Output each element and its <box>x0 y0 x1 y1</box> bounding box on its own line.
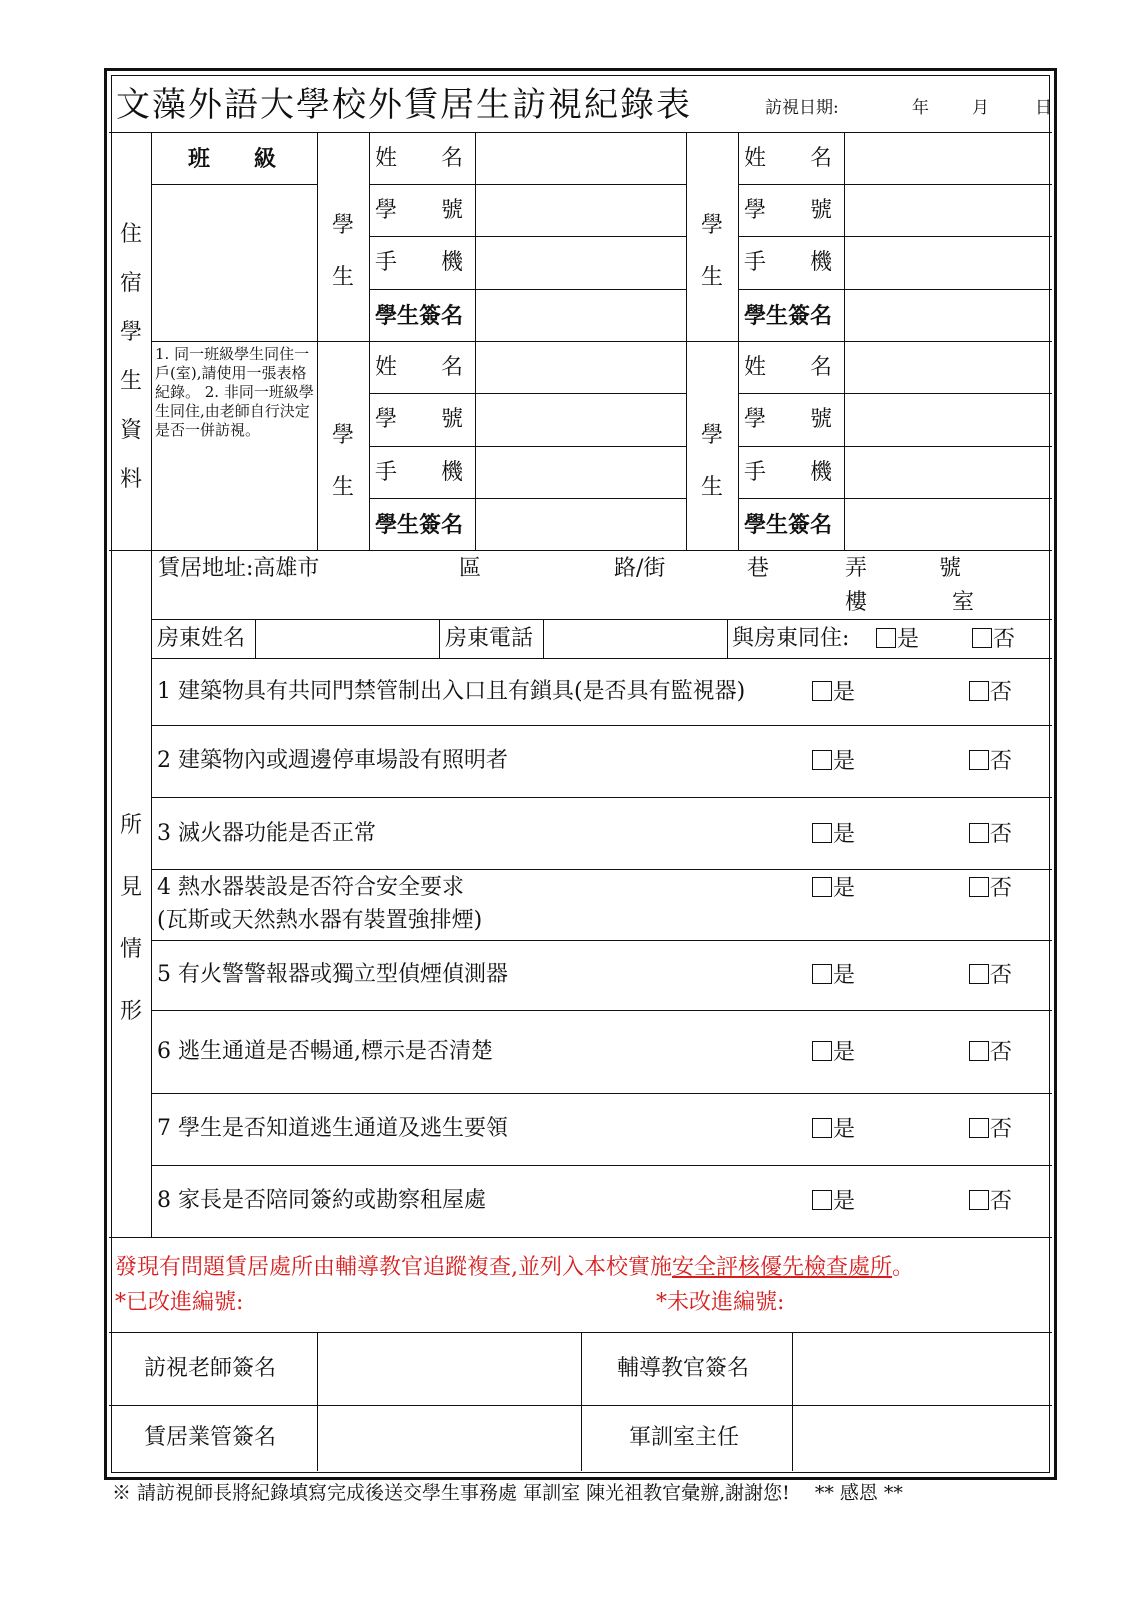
phone-label: 手 機 <box>375 460 464 485</box>
followup-note: 發現有問題賃居處所由輔導教官追蹤複查,並列入本校實施安全評核優先檢查處所。 <box>115 1255 915 1280</box>
checklist-item-6-no[interactable]: 否 <box>969 1041 1012 1064</box>
checkbox-icon[interactable] <box>969 964 989 984</box>
signature-label: 學生簽名 <box>375 512 464 538</box>
address-alley: 弄 <box>845 556 868 581</box>
checklist-item-7: 7 學生是否知道逃生通道及逃生要領 <box>157 1116 508 1141</box>
checklist-item-2: 2 建築物內或週邊停車場設有照明者 <box>157 748 508 773</box>
address-district: 區 <box>459 556 482 581</box>
checklist-item-7-no[interactable]: 否 <box>969 1118 1012 1141</box>
checkbox-icon[interactable] <box>812 1041 832 1061</box>
student-label-4: 學 生 <box>700 423 723 500</box>
name-label: 姓 名 <box>744 355 833 380</box>
checkbox-icon[interactable] <box>969 1118 989 1138</box>
checkbox-icon[interactable] <box>812 877 832 897</box>
checkbox-icon[interactable] <box>972 628 992 648</box>
checklist-item-4: 4 熱水器裝設是否符合安全要求 <box>157 875 464 900</box>
checklist-item-6: 6 逃生通道是否暢通,標示是否清楚 <box>157 1039 493 1064</box>
counseling-officer-signature-label: 輔導教官簽名 <box>617 1356 750 1381</box>
checkbox-icon[interactable] <box>812 1118 832 1138</box>
checklist-item-5-yes[interactable]: 是 <box>812 964 855 987</box>
address-number: 號 <box>939 556 962 581</box>
followup-note-underlined: 安全評核優先檢查處所 <box>672 1255 893 1280</box>
landlord-phone-label: 房東電話 <box>445 626 534 651</box>
phone-label: 手 機 <box>375 250 464 275</box>
checklist-item-4-no[interactable]: 否 <box>969 877 1012 900</box>
live-with-landlord-label: 與房東同住: <box>732 626 850 651</box>
name-label: 姓 名 <box>375 355 464 380</box>
id-label: 學 號 <box>375 407 464 432</box>
visit-date-label: 訪視日期: <box>765 98 839 118</box>
signature-label: 學生簽名 <box>375 303 464 329</box>
id-label: 學 號 <box>744 407 833 432</box>
visit-date-day: 日 <box>1035 98 1052 118</box>
checklist-item-4-note: (瓦斯或天然熱水器有裝置強排煙) <box>157 908 483 933</box>
landlord-name-label: 房東姓名 <box>157 626 246 651</box>
checkbox-icon[interactable] <box>969 823 989 843</box>
id-label: 學 號 <box>744 198 833 223</box>
checklist-item-8-no[interactable]: 否 <box>969 1190 1012 1213</box>
checklist-item-3-yes[interactable]: 是 <box>812 823 855 846</box>
student-label-3: 學 生 <box>331 423 354 500</box>
student-info-notes: 1. 同一班級學生同住一戶(室),請使用一張表格紀錄。 2. 非同一班級學生同住,由老師自行決定是否一併訪視。 <box>155 345 314 439</box>
checkbox-icon[interactable] <box>876 628 896 648</box>
name-label: 姓 名 <box>375 146 464 171</box>
visiting-teacher-signature-label: 訪視老師簽名 <box>144 1356 277 1381</box>
checklist-item-2-no[interactable]: 否 <box>969 750 1012 773</box>
student-label-2: 學 生 <box>700 213 723 290</box>
checkbox-icon[interactable] <box>969 681 989 701</box>
checklist-item-3: 3 滅火器功能是否正常 <box>157 821 376 846</box>
address-room: 室 <box>952 590 975 615</box>
checkbox-icon[interactable] <box>812 823 832 843</box>
section-label-student-info: 住 宿 學 生 資 料 <box>119 222 142 492</box>
military-director-signature-label: 軍訓室主任 <box>629 1425 740 1450</box>
class-input-cell[interactable] <box>152 185 316 340</box>
checklist-item-1-no[interactable]: 否 <box>969 681 1012 704</box>
checkbox-icon[interactable] <box>812 1190 832 1210</box>
signature-label: 學生簽名 <box>744 303 833 329</box>
live-with-landlord-no[interactable]: 否 <box>972 628 1015 651</box>
signature-label: 學生簽名 <box>744 512 833 538</box>
visiting-teacher-signature-field[interactable] <box>318 1333 580 1404</box>
phone-label: 手 機 <box>744 250 833 275</box>
id-label: 學 號 <box>375 198 464 223</box>
checklist-item-8: 8 家長是否陪同簽約或勘察租屋處 <box>157 1188 486 1213</box>
checklist-item-3-no[interactable]: 否 <box>969 823 1012 846</box>
military-director-signature-field[interactable] <box>793 1406 1051 1470</box>
address-lane: 巷 <box>747 556 770 581</box>
checklist-item-6-yes[interactable]: 是 <box>812 1041 855 1064</box>
checklist-item-4-yes[interactable]: 是 <box>812 877 855 900</box>
checklist-item-5: 5 有火警警報器或獨立型偵煙偵測器 <box>157 962 508 987</box>
section-label-observation: 所 見 情 形 <box>119 813 142 1024</box>
visit-date-month: 月 <box>972 98 989 118</box>
improved-label: *已改進編號: <box>115 1290 244 1315</box>
checkbox-icon[interactable] <box>812 964 832 984</box>
student-label-1: 學 生 <box>331 213 354 290</box>
counseling-officer-signature-field[interactable] <box>793 1333 1051 1404</box>
address-road: 路/街 <box>614 556 666 581</box>
live-with-landlord-yes[interactable]: 是 <box>876 628 919 651</box>
address-label: 賃居地址:高雄市 <box>158 556 320 581</box>
checklist-item-7-yes[interactable]: 是 <box>812 1118 855 1141</box>
rental-manager-signature-label: 賃居業管簽名 <box>144 1425 277 1450</box>
checkbox-icon[interactable] <box>969 877 989 897</box>
checkbox-icon[interactable] <box>969 750 989 770</box>
checklist-item-1-yes[interactable]: 是 <box>812 681 855 704</box>
checkbox-icon[interactable] <box>969 1190 989 1210</box>
checklist-item-5-no[interactable]: 否 <box>969 964 1012 987</box>
phone-label: 手 機 <box>744 460 833 485</box>
name-label: 姓 名 <box>744 146 833 171</box>
footer-note: ※ 請訪視師長將紀錄填寫完成後送交學生事務處 軍訓室 陳光祖教官彙辦,謝謝您! ** 感恩 ** <box>112 1482 903 1504</box>
checklist-item-8-yes[interactable]: 是 <box>812 1190 855 1213</box>
address-floor: 樓 <box>845 590 868 615</box>
class-label: 班 級 <box>188 146 277 172</box>
rental-manager-signature-field[interactable] <box>318 1406 580 1470</box>
header-divider <box>109 132 1052 133</box>
checkbox-icon[interactable] <box>812 750 832 770</box>
form-title: 文藻外語大學校外賃居生訪視紀錄表 <box>116 85 692 125</box>
checkbox-icon[interactable] <box>812 681 832 701</box>
not-improved-label: *未改進編號: <box>656 1290 785 1315</box>
checklist-item-2-yes[interactable]: 是 <box>812 750 855 773</box>
checkbox-icon[interactable] <box>969 1041 989 1061</box>
visit-date-year: 年 <box>912 98 929 118</box>
checklist-item-1: 1 建築物具有共同門禁管制出入口且有鎖具(是否具有監視器) <box>157 679 746 704</box>
